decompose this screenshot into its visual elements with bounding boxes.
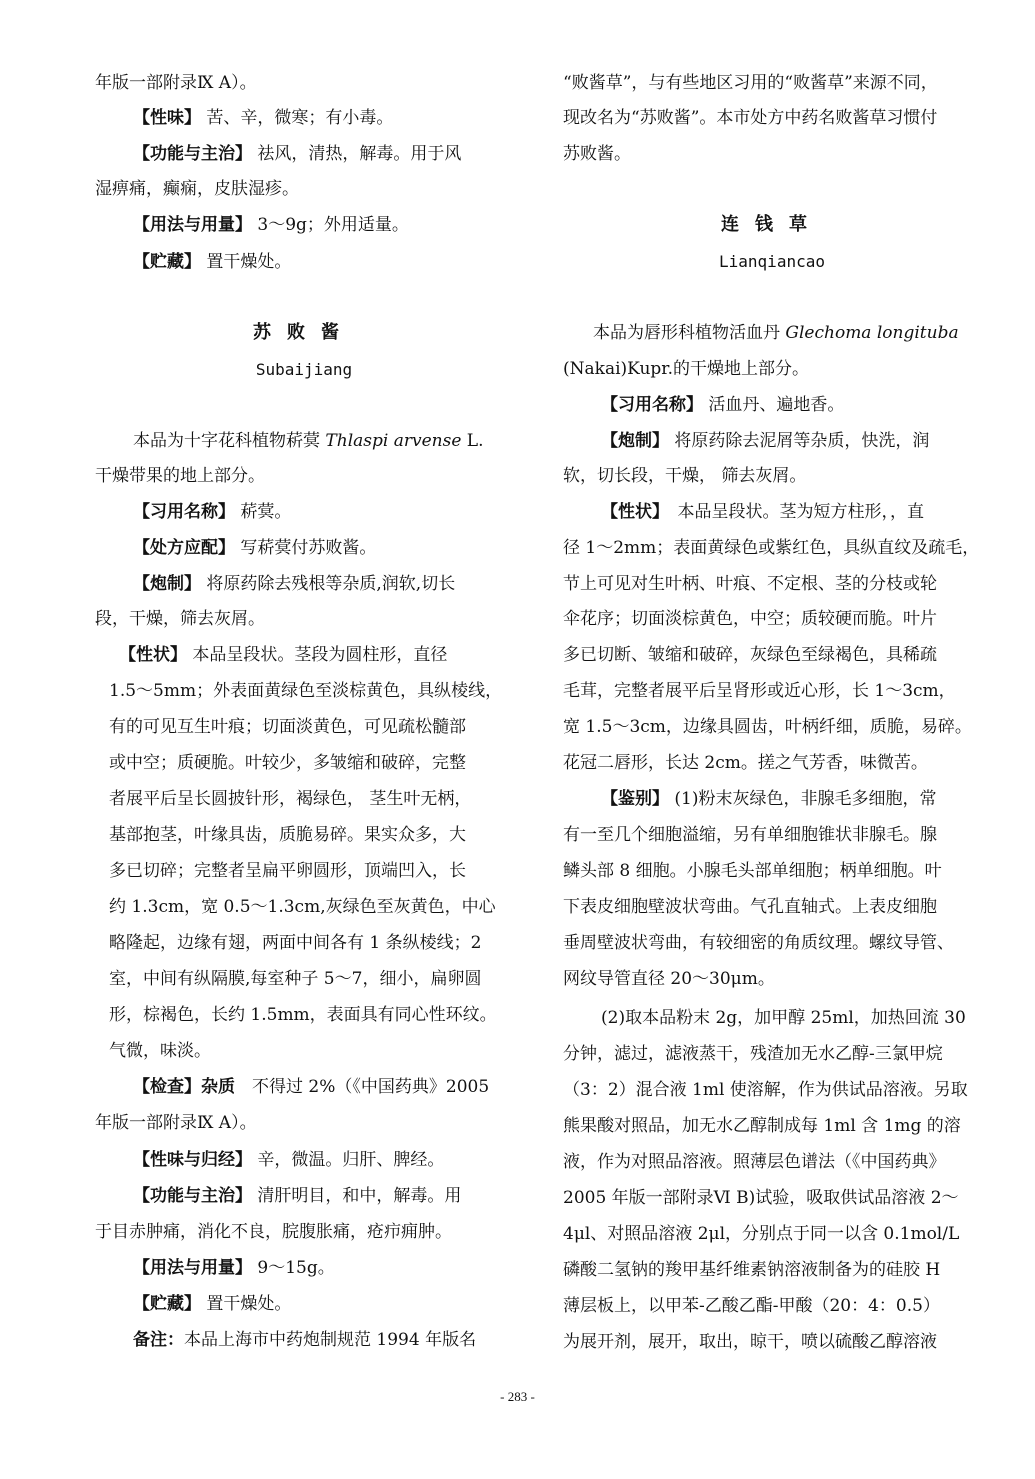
section-inspection: [95, 1075, 513, 1099]
text-line: 段，干燥，筛去灰屑。: [95, 609, 265, 629]
section-text: 苦、辛，微寒；有小毒。: [201, 108, 394, 128]
section-text: 3～9g；外用适量。: [252, 215, 409, 235]
text-line: 于目赤肿痛，消化不良，脘腹胀痛，疮疖痈肿。: [95, 1222, 452, 1242]
text-line: 约 1.3cm，宽 0.5～1.3cm,灰绿色至灰黄色，中心: [109, 897, 496, 917]
text-line: 分钟，滤过，滤液蒸干，残渣加无水乙醇-三氯甲烷: [563, 1044, 943, 1064]
text-line: 伞花序；切面淡棕黄色，中空；质较硬而脆。叶片: [563, 609, 937, 629]
section-text: 9～15g。: [252, 1258, 335, 1278]
section-processing: [563, 429, 981, 453]
section-text: 活血丹、遍地香。: [703, 395, 845, 415]
text-line: 湿痹痛，癫痫，皮肤湿疹。: [95, 179, 299, 199]
section-processing: [95, 572, 513, 596]
section-label: 【性味与归经】: [133, 1150, 252, 1170]
section-label: 【贮藏】: [133, 1294, 201, 1314]
section-label: 【功能与主治】: [133, 1186, 252, 1206]
section-text: 本品上海市中药炮制规范 1994 年版名: [184, 1330, 477, 1350]
section-function: [95, 1184, 513, 1208]
section-text: 置干燥处。: [201, 252, 292, 272]
section-text: 不得过 2%（《中国药典》2005: [235, 1077, 490, 1097]
entry-title: 连钱草: [721, 214, 823, 235]
section-common-name: [563, 393, 981, 417]
section-dosage: [95, 1256, 513, 1280]
text-line: 干燥带果的地上部分。: [95, 466, 265, 486]
text-line: 者展平后呈长圆披针形，褐绿色， 茎生叶无柄，: [109, 789, 472, 809]
text-line: 下表皮细胞壁波状弯曲。气孔直轴式。上表皮细胞: [563, 897, 937, 917]
section-dosage: [95, 213, 513, 237]
section-prescription: [95, 536, 513, 560]
text-line: 径 1～2mm；表面黄绿色或紫红色，具纵直纹及疏毛，: [563, 538, 980, 558]
text-line: 形，棕褐色，长约 1.5mm，表面具有同心性环纹。: [109, 1005, 497, 1025]
section-label: 【性状】: [119, 645, 187, 665]
text-span: L.: [461, 431, 484, 451]
text-line: 花冠二唇形，长达 2cm。搓之气芳香，味微苦。: [563, 753, 928, 773]
section-label: 备注：: [133, 1330, 184, 1350]
section-function: [95, 142, 513, 166]
page-number: - 283 -: [500, 1389, 535, 1404]
section-taste-meridian: [95, 1148, 513, 1172]
text-line: 网纹导管直径 20～30μm。: [563, 969, 775, 989]
text-line: 薄层板上，以甲苯-乙酸乙酯-甲酸（20：4：0.5）: [563, 1296, 940, 1316]
text-line: 现改名为“苏败酱”。本市处方中药名败酱草习惯付: [563, 108, 938, 128]
section-label: 【习用名称】: [601, 395, 703, 415]
section-characters: [95, 643, 513, 667]
text-line: （3：2）混合液 1ml 使溶解，作为供试品溶液。另取: [563, 1080, 968, 1100]
section-label: 【用法与用量】: [133, 1258, 252, 1278]
text-line: 略隆起，边缘有翅，两面中间各有 1 条纵棱线；2: [109, 933, 482, 953]
text-span: 本品为唇形科植物活血丹: [593, 323, 786, 343]
text-line: 有一至几个细胞溢缩，另有单细胞锥状非腺毛。腺: [563, 825, 937, 845]
text-line: 室，中间有纵隔膜,每室种子 5～7，细小，扁卵圆: [109, 969, 482, 989]
entry-title: 苏败酱: [253, 322, 355, 343]
text-line: 有的可见互生叶痕；切面淡黄色，可见疏松髓部: [109, 717, 466, 737]
section-storage: [95, 250, 513, 274]
section-text: 清肝明目，和中，解毒。用: [252, 1186, 462, 1206]
latin-name: Glechoma longituba: [785, 323, 959, 343]
text-line: 软，切长段，干燥， 筛去灰屑。: [563, 466, 807, 486]
section-text: 置干燥处。: [201, 1294, 292, 1314]
section-label: 【性状】: [601, 502, 661, 522]
section-text: 写菥蓂付苏败酱。: [235, 538, 377, 558]
section-text: 本品呈段状。茎段为圆柱形，直径: [187, 645, 448, 665]
text-line: 4μl、对照品溶液 2μl，分别点于同一以含 0.1mol/L: [563, 1224, 960, 1244]
text-line: 液，作为对照品溶液。照薄层色谱法（《中国药典》: [563, 1152, 946, 1172]
text-line: (Nakai)Kupr.的干燥地上部分。: [563, 359, 809, 379]
section-taste: [95, 106, 513, 130]
text-line: 或中空；质硬脆。叶较少，多皱缩和破碎，完整: [109, 753, 466, 773]
text-line: 气微，味淡。: [109, 1041, 211, 1061]
text-line: 宽 1.5～3cm，边缘具圆齿，叶柄纤细，质脆，易碎。: [563, 717, 972, 737]
text-line: 为展开剂，展开，取出，晾干，喷以硫酸乙醇溶液: [563, 1332, 937, 1352]
text-line: 鳞头部 8 细胞。小腺毛头部单细胞；柄单细胞。叶: [563, 861, 942, 881]
section-identification: [563, 787, 981, 811]
text-line: 1.5～5mm；外表面黄绿色至淡棕黄色，具纵棱线，: [109, 681, 503, 701]
section-label: 【性味】: [133, 108, 201, 128]
identification-2: (2)取本品粉末 2g，加甲醇 25ml，加热回流 30: [601, 1008, 966, 1028]
section-text: 菥蓂。: [235, 502, 292, 522]
section-text: 祛风，清热，解毒。用于风: [252, 144, 462, 164]
latin-name: Thlaspi arvense: [325, 431, 462, 451]
entry-description: [95, 429, 513, 453]
section-note: [95, 1328, 513, 1352]
section-text: 辛，微温。归肝、脾经。: [252, 1150, 445, 1170]
section-common-name: [95, 500, 513, 524]
text-line: 毛茸，完整者展平后呈肾形或近心形，长 1～3cm，: [563, 681, 956, 701]
section-text: (1)粉末灰绿色，非腺毛多细胞，常: [669, 789, 937, 809]
section-label: 【处方应配】: [133, 538, 235, 558]
entry-description: [563, 321, 981, 345]
text-line: 年版一部附录Ⅸ A）。: [95, 73, 257, 93]
text-line: 基部抱茎，叶缘具齿，质脆易碎。果实众多，大: [109, 825, 466, 845]
text-line: 垂周壁波状弯曲，有较细密的角质纹理。螺纹导管、: [563, 933, 954, 953]
section-label: 【用法与用量】: [133, 215, 252, 235]
text-line: 多已切碎；完整者呈扁平卵圆形，顶端凹入，长: [109, 861, 466, 881]
section-label: 【鉴别】: [601, 789, 669, 809]
section-label: 【检查】杂质: [133, 1077, 235, 1097]
section-text: 将原药除去残根等杂质,润软,切长: [201, 574, 456, 594]
section-text: 将原药除去泥屑等杂质，快洗，润: [669, 431, 930, 451]
text-line: 苏败酱。: [563, 144, 631, 164]
entry-pinyin: Lianqiancao: [719, 252, 825, 271]
text-line: “败酱草”，与有些地区习用的“败酱草”来源不同，: [563, 73, 938, 93]
section-label: 【功能与主治】: [133, 144, 252, 164]
section-storage: [95, 1292, 513, 1316]
section-label: 【炮制】: [601, 431, 669, 451]
text-line: 年版一部附录Ⅸ A）。: [95, 1113, 257, 1133]
section-characters: [563, 500, 981, 524]
text-line: 多已切断、皱缩和破碎，灰绿色至绿褐色，具稀疏: [563, 645, 937, 665]
section-text: 本品呈段状。茎为短方柱形，，直: [660, 502, 924, 522]
text-line: 节上可见对生叶柄、叶痕、不定根、茎的分枝或轮: [563, 574, 937, 594]
text-line: 熊果酸对照品，加无水乙醇制成每 1ml 含 1mg 的溶: [563, 1116, 961, 1136]
text-span: 本品为十字花科植物菥蓂: [133, 431, 326, 451]
section-label: 【炮制】: [133, 574, 201, 594]
section-label: 【贮藏】: [133, 252, 201, 272]
text-line: 磷酸二氢钠的羧甲基纤维素钠溶液制备为的硅胶 H: [563, 1260, 941, 1280]
entry-pinyin: Subaijiang: [255, 360, 353, 379]
text-line: 2005 年版一部附录Ⅵ B)试验，吸取供试品溶液 2～: [563, 1188, 959, 1208]
section-label: 【习用名称】: [133, 502, 235, 522]
